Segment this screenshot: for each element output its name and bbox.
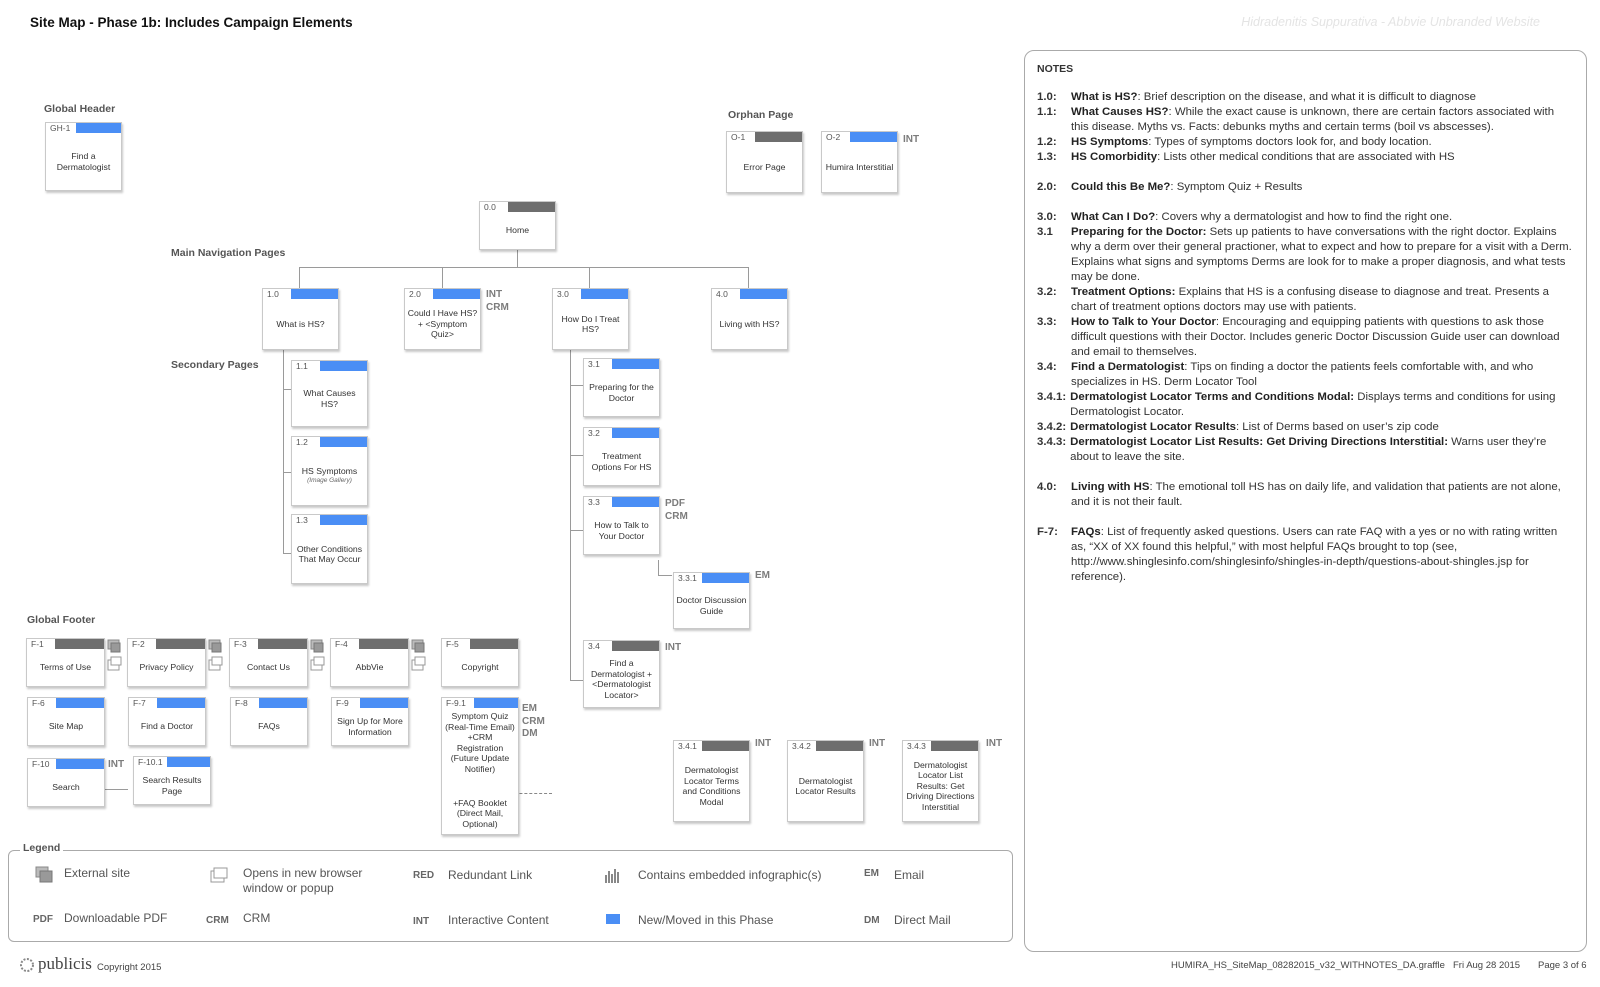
note-term: Dermatologist Locator List Results: Get Driving Directions Interstitial:: [1070, 436, 1448, 448]
new-bar: [612, 359, 659, 369]
note-id: 3.3:: [1037, 316, 1057, 328]
note-id: 3.4.2:: [1037, 421, 1067, 433]
note-item: [1037, 525, 1572, 585]
note-term: Dermatologist Locator Terms and Conditions Modal:: [1070, 391, 1355, 403]
note-id: 3.4.3:: [1037, 436, 1067, 448]
node-f10[interactable]: [27, 758, 105, 807]
node-id: F-4: [331, 639, 352, 649]
node-id: 3.4.2: [788, 741, 815, 751]
node-id: 3.1: [584, 359, 604, 369]
note-item: [1037, 315, 1572, 360]
note-text: [1071, 285, 1572, 315]
note-item: [1037, 135, 1572, 150]
node-id: F-7: [129, 698, 150, 708]
legend-int: Interactive Content: [448, 913, 549, 927]
note-item: [1037, 105, 1572, 135]
note-description: Displays terms and conditions for using Dermatologist Locator.: [1070, 391, 1556, 418]
note-item: [1037, 225, 1572, 285]
publicis-logo-icon: [19, 957, 35, 973]
legend-new-phase: New/Moved in this Phase: [638, 913, 774, 927]
note-text: [1070, 420, 1439, 435]
node-f3[interactable]: [229, 638, 308, 687]
note-item: [1037, 435, 1572, 465]
node-label: Home: [505, 225, 530, 236]
node-id: 3.3.1: [674, 573, 701, 583]
node-id: 3.2: [584, 428, 604, 438]
tag-int: INT: [665, 642, 682, 653]
main-nav-label: Main Navigation Pages: [171, 247, 286, 259]
infographic-icon: [604, 866, 622, 884]
node-label: Copyright: [461, 662, 499, 673]
connector-line: [103, 789, 128, 790]
new-bar: [56, 759, 104, 769]
note-id: 1.3:: [1037, 151, 1057, 163]
node-3-2[interactable]: [583, 427, 660, 486]
legend-em-code: EM: [864, 868, 879, 879]
external-site-icon: [106, 639, 122, 673]
note-item: [1037, 150, 1572, 165]
external-site-icon: [410, 639, 426, 673]
note-description: Sets up patients to have conversations with the right doctor. Explains why a derm over their general practioner, what to expect and how to prepare for a visit with a Derm. Explains what signs and symptoms Derms are look for to make a proper diagnosis, and what tests may be done.: [1071, 226, 1572, 283]
legend-dm-code: DM: [864, 915, 880, 926]
node-3-4-1[interactable]: [673, 740, 750, 822]
node-id: 1.0: [263, 289, 283, 299]
node-f9-1[interactable]: [441, 697, 519, 835]
node-id: 1.1: [292, 361, 312, 371]
existing-bar: [55, 639, 104, 649]
node-1-2[interactable]: [291, 436, 368, 506]
new-bar: [612, 497, 659, 507]
note-term: FAQs: [1071, 526, 1101, 538]
node-sublabel: (Image Gallery): [307, 477, 352, 484]
footer-copyright: Copyright 2015: [97, 962, 162, 973]
note-term: Treatment Options:: [1071, 286, 1176, 298]
note-id: 1.2:: [1037, 136, 1057, 148]
note-item: [1037, 210, 1572, 225]
note-term: How to Talk to Your Doctor: [1071, 316, 1216, 328]
note-description: Explains that HS is a confusing disease to diagnose and treat. Presents a chart of treatment options doctors may use with patients.: [1071, 286, 1550, 313]
legend-red-code: RED: [413, 870, 435, 881]
node-id: F-2: [128, 639, 149, 649]
node-label: AbbVie: [355, 662, 384, 673]
note-description: : The emotional toll HS has on daily life, and validation that patients are not alone, and it is not their fault.: [1071, 481, 1561, 508]
node-id: 2.0: [405, 289, 425, 299]
node-label: How to Talk to Your Doctor: [594, 520, 649, 541]
legend-new-window: Opens in new browser window or popup: [243, 866, 363, 895]
new-bar: [320, 361, 367, 371]
connector-line: [299, 267, 749, 268]
note-id: F-7:: [1037, 526, 1058, 538]
node-id: F-3: [230, 639, 251, 649]
note-id: 1.1:: [1037, 106, 1057, 118]
footer-page: Page 3 of 6: [1538, 960, 1587, 971]
note-text: [1071, 525, 1572, 585]
new-window-icon: [209, 866, 229, 884]
node-f10-1[interactable]: [133, 756, 211, 805]
note-term: Could this Be Me?: [1071, 181, 1171, 193]
node-label: Contact Us: [247, 662, 290, 673]
note-description: : Types of symptoms doctors look for, and body location.: [1148, 136, 1432, 148]
tag-int-crm: INT CRM: [486, 289, 509, 313]
legend-dm: Direct Mail: [894, 913, 951, 927]
node-home[interactable]: [479, 201, 556, 250]
node-id: F-10: [28, 759, 53, 769]
connector-line: [748, 267, 749, 289]
node-label: Find a Doctor: [140, 721, 194, 732]
node-f2[interactable]: [127, 638, 206, 687]
node-id: F-5: [442, 639, 463, 649]
node-id: F-10.1: [134, 757, 167, 767]
note-term: Preparing for the Doctor:: [1071, 226, 1207, 238]
notes-list: [1037, 90, 1572, 585]
existing-bar: [755, 132, 802, 142]
connector-line: [589, 267, 590, 289]
note-item: [1037, 360, 1572, 390]
note-description: : Covers why a dermatologist and how to find the right one.: [1155, 211, 1453, 223]
note-text: [1071, 150, 1455, 165]
new-bar: [56, 698, 104, 708]
note-item: [1037, 285, 1572, 315]
node-f8[interactable]: [230, 697, 308, 746]
note-description: : List of Derms based on user’s zip code: [1235, 421, 1439, 433]
node-3-4-2[interactable]: [787, 740, 864, 822]
node-3-4-3[interactable]: [902, 740, 979, 822]
note-id: 3.1: [1037, 226, 1053, 238]
note-description: : Symptom Quiz + Results: [1170, 181, 1303, 193]
node-o2[interactable]: [821, 131, 898, 193]
note-id: 2.0:: [1037, 181, 1057, 193]
tag-em: EM: [755, 570, 770, 581]
note-text: [1071, 105, 1572, 135]
connector-line: [283, 553, 291, 554]
connector-line: [570, 455, 583, 456]
node-1-3[interactable]: [291, 514, 368, 584]
page-title: Site Map - Phase 1b: Includes Campaign Elements: [30, 15, 353, 30]
note-item: [1037, 180, 1572, 195]
tag-int: INT: [869, 738, 886, 749]
connector-line: [658, 575, 672, 576]
node-label: Humira Interstitial: [825, 161, 894, 172]
note-term: HS Comorbidity: [1071, 151, 1158, 163]
notes-title: NOTES: [1037, 63, 1074, 75]
connector-line: [283, 350, 284, 554]
node-label-wrap: [294, 449, 365, 503]
site-watermark: Hidradenitis Suppurativa - Abbvie Unbranded Website: [1241, 15, 1540, 29]
note-text: [1071, 225, 1572, 285]
node-label-secondary: +FAQ Booklet (Direct Mail, Optional): [453, 797, 507, 829]
new-bar: [474, 698, 518, 708]
node-label: Find a Dermatologist: [56, 151, 111, 172]
legend-red: Redundant Link: [448, 868, 533, 882]
node-id: F-8: [231, 698, 252, 708]
publicis-logo: publicis: [38, 954, 92, 973]
node-id: O-1: [727, 132, 749, 142]
node-f4[interactable]: [330, 638, 409, 687]
note-text: [1071, 480, 1572, 510]
new-bar: [259, 698, 307, 708]
existing-bar: [156, 639, 205, 649]
note-text: [1071, 180, 1302, 195]
note-id: 4.0:: [1037, 481, 1057, 493]
connector-line: [658, 560, 659, 575]
node-id: 3.4.1: [674, 741, 701, 751]
node-label: Dermatologist Locator List Results: Get Driving Directions Interstitial: [906, 759, 975, 812]
new-bar: [740, 289, 787, 299]
note-description: : While the exact cause is unknown, there are certain factors associated with this disease. Myths vs. Facts: debunks myths and certain terms (boil vs abscesses).: [1071, 106, 1555, 133]
note-description: : Lists other medical conditions that are associated with HS: [1157, 151, 1455, 163]
node-id: GH-1: [46, 123, 74, 133]
node-id: F-9.1: [442, 698, 470, 708]
tag-em-crm-dm: EM CRM DM: [522, 703, 545, 739]
legend-external: External site: [64, 866, 131, 880]
node-label: Error Page: [743, 161, 786, 172]
note-term: Dermatologist Locator Results: [1070, 421, 1236, 433]
note-text: [1071, 135, 1432, 150]
node-label: Privacy Policy: [139, 662, 194, 673]
node-label: Sign Up for More Information: [337, 716, 403, 737]
footer-filename: HUMIRA_HS_SiteMap_08282015_v32_WITHNOTES_DA.graffle: [1171, 960, 1445, 971]
node-label: What is HS?: [276, 318, 325, 329]
note-text: [1071, 315, 1572, 360]
external-site-icon: [207, 639, 223, 673]
node-3-0[interactable]: [552, 288, 629, 350]
note-text: [1070, 435, 1572, 465]
node-id: 1.2: [292, 437, 312, 447]
new-phase-swatch: [606, 914, 620, 924]
node-3-3[interactable]: [583, 496, 660, 555]
connector-line: [299, 267, 300, 289]
node-id: F-9: [332, 698, 353, 708]
note-term: Find a Dermatologist: [1071, 361, 1185, 373]
node-label: Dermatologist Locator Terms and Conditions Modal: [682, 765, 741, 807]
existing-bar: [508, 202, 555, 212]
legend-pdf-code: PDF: [33, 914, 53, 925]
node-label: Living with HS?: [719, 318, 780, 329]
connector-line: [570, 680, 583, 681]
node-label: Symptom Quiz (Real-Time Email) +CRM Registration (Future Update Notifier): [445, 711, 515, 774]
existing-bar: [702, 741, 749, 751]
node-label: Search Results Page: [142, 775, 202, 796]
tag-int: INT: [986, 738, 1003, 749]
note-id: 1.0:: [1037, 91, 1057, 103]
node-id: 0.0: [480, 202, 500, 212]
existing-bar: [816, 741, 863, 751]
node-id: 3.4.3: [903, 741, 930, 751]
node-id: F-6: [28, 698, 49, 708]
node-f1[interactable]: [26, 638, 105, 687]
new-bar: [850, 132, 897, 142]
external-site-icon: [35, 865, 53, 883]
legend-em: Email: [894, 868, 925, 882]
legend-title: Legend: [20, 842, 63, 854]
tag-pdf-crm: PDF CRM: [665, 498, 688, 522]
node-f9[interactable]: [331, 697, 409, 746]
existing-bar: [359, 639, 408, 649]
new-bar: [320, 437, 367, 447]
new-bar: [702, 573, 749, 583]
existing-bar: [931, 741, 978, 751]
node-label: HS Symptoms: [301, 465, 358, 476]
new-bar: [581, 289, 628, 299]
note-id: 3.4.1:: [1037, 391, 1067, 403]
node-f5[interactable]: [441, 638, 519, 687]
note-item: [1037, 480, 1572, 510]
node-label: Search: [52, 782, 80, 793]
node-f7[interactable]: [128, 697, 206, 746]
legend-crm-code: CRM: [206, 915, 229, 926]
node-id: F-1: [27, 639, 48, 649]
node-label: Dermatologist Locator Results: [795, 775, 856, 796]
legend-panel: [8, 850, 1013, 942]
node-2-0[interactable]: [404, 288, 481, 350]
connector-line: [283, 389, 291, 390]
node-label: Other Conditions That May Occur: [296, 543, 363, 564]
legend-crm: CRM: [243, 911, 271, 925]
orphan-page-label: Orphan Page: [728, 109, 794, 121]
node-id: 3.0: [553, 289, 573, 299]
node-label: Treatment Options For HS: [591, 451, 652, 472]
new-bar: [360, 698, 408, 708]
note-description: : Encouraging and equipping patients with questions to ask those difficult questions with their Doctor. Includes generic Doctor Discussion Guide user can download and email to themselves.: [1071, 316, 1560, 358]
note-term: What is HS?: [1071, 91, 1138, 103]
tag-int: INT: [755, 738, 772, 749]
note-id: 3.4:: [1037, 361, 1057, 373]
existing-bar: [470, 639, 518, 649]
node-3-3-1[interactable]: [673, 572, 750, 629]
new-bar: [76, 123, 121, 133]
node-label: What Causes HS?: [303, 388, 356, 409]
new-bar: [612, 428, 659, 438]
node-4-0[interactable]: [711, 288, 788, 350]
note-term: Living with HS: [1071, 481, 1150, 493]
new-bar: [291, 289, 338, 299]
tag-int: INT: [903, 134, 920, 145]
connector-line: [570, 350, 571, 680]
node-label: Find a Dermatologist + <Dermatologist Locator>: [590, 658, 653, 700]
note-text: [1071, 360, 1572, 390]
tag-int: INT: [108, 759, 125, 770]
new-bar: [433, 289, 480, 299]
note-id: 3.0:: [1037, 211, 1057, 223]
note-text: [1070, 390, 1572, 420]
node-label: Could I Have HS?+ <Symptom Quiz>: [407, 308, 478, 340]
connector-line: [517, 249, 518, 267]
legend-pdf: Downloadable PDF: [64, 911, 168, 925]
node-id: 3.3: [584, 497, 604, 507]
new-bar: [320, 515, 367, 525]
note-description: : Tips on finding a doctor the patients feels comfortable with, and who specializes in HS. Derm Locator Tool: [1071, 361, 1534, 388]
node-label: Site Map: [48, 721, 84, 732]
footer-date: Fri Aug 28 2015: [1453, 960, 1521, 971]
node-3-4[interactable]: [583, 640, 660, 708]
connector-line: [442, 267, 443, 289]
note-item: [1037, 420, 1572, 435]
legend-infographic: Contains embedded infographic(s): [638, 868, 822, 882]
note-description: : List of frequently asked questions. Users can rate FAQ with a yes or no with rating written as, “XX of XX found this helpful,” with most helpful FAQs brought to top (see, http://www.shinglesinfo.com/shinglesinfo/shingles-in-depth/questions-about-shingles.jsp for reference).: [1071, 526, 1558, 583]
node-1-0[interactable]: [262, 288, 339, 350]
note-text: [1071, 210, 1452, 225]
legend-int-code: INT: [413, 916, 430, 927]
connector-line: [570, 530, 583, 531]
note-item: [1037, 390, 1572, 420]
connector-line: [570, 385, 583, 386]
secondary-pages-label: Secondary Pages: [171, 359, 259, 371]
global-header-label: Global Header: [44, 103, 116, 115]
node-label: How Do I Treat HS?: [561, 313, 620, 334]
existing-bar: [258, 639, 307, 649]
note-id: 3.2:: [1037, 286, 1057, 298]
new-bar: [166, 757, 210, 767]
note-term: HS Symptoms: [1071, 136, 1149, 148]
note-term: What Can I Do?: [1071, 211, 1156, 223]
node-label: Preparing for the Doctor: [589, 382, 654, 403]
global-footer-label: Global Footer: [27, 614, 96, 626]
node-label: Doctor Discussion Guide: [676, 595, 747, 616]
note-term: What Causes HS?: [1071, 106, 1169, 118]
node-id: 3.4: [584, 641, 604, 651]
existing-bar: [612, 641, 659, 651]
note-item: [1037, 90, 1572, 105]
node-label: FAQs: [258, 721, 280, 732]
node-1-1[interactable]: [291, 360, 368, 427]
node-id: O-2: [822, 132, 844, 142]
node-gh1[interactable]: [45, 122, 122, 191]
note-text: [1071, 90, 1476, 105]
node-id: 1.3: [292, 515, 312, 525]
note-description: : Brief description on the disease, and what it is difficult to diagnose: [1137, 91, 1476, 103]
note-description: Warns user they’re about to leave the site.: [1070, 436, 1547, 463]
new-bar: [157, 698, 205, 708]
node-id: 4.0: [712, 289, 732, 299]
node-o1[interactable]: [726, 131, 803, 193]
node-f6[interactable]: [27, 697, 105, 746]
node-3-1[interactable]: [583, 358, 660, 417]
external-site-icon: [309, 639, 325, 673]
node-label: Terms of Use: [39, 662, 92, 673]
connector-line: [283, 472, 291, 473]
